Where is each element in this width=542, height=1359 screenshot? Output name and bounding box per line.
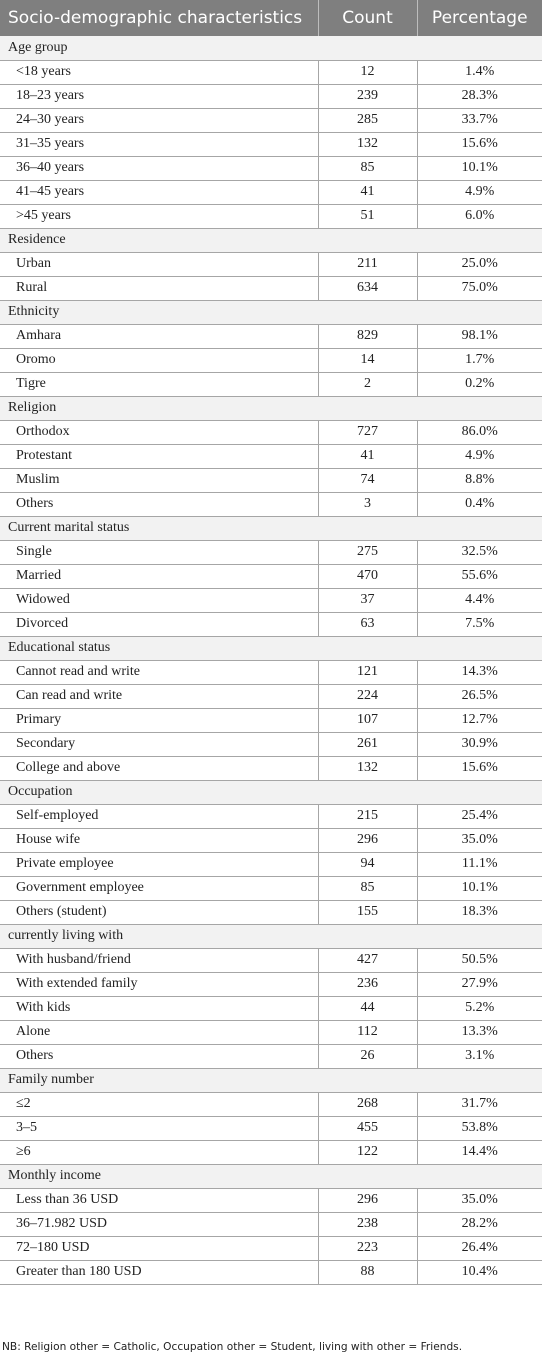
row-count: 74: [318, 468, 417, 492]
row-count: 2: [318, 372, 417, 396]
row-label: Self-employed: [0, 804, 318, 828]
table-row: [0, 756, 542, 780]
row-percentage: 10.1%: [417, 156, 542, 180]
row-percentage: 1.4%: [417, 60, 542, 84]
row-percentage: 35.0%: [417, 1188, 542, 1212]
row-count: 238: [318, 1212, 417, 1236]
table-row: [0, 828, 542, 852]
row-percentage: 13.3%: [417, 1020, 542, 1044]
row-label: Government employee: [0, 876, 318, 900]
group-row: [0, 516, 542, 540]
row-count: 224: [318, 684, 417, 708]
row-label: Others: [0, 492, 318, 516]
table-row: [0, 852, 542, 876]
row-label: 72–180 USD: [0, 1236, 318, 1260]
row-percentage: 35.0%: [417, 828, 542, 852]
row-count: 3: [318, 492, 417, 516]
table-row: [0, 324, 542, 348]
row-count: 41: [318, 180, 417, 204]
table-row: [0, 588, 542, 612]
header-row: [0, 0, 542, 36]
table-row: [0, 900, 542, 924]
row-percentage: 31.7%: [417, 1092, 542, 1116]
group-row: [0, 396, 542, 420]
row-percentage: 8.8%: [417, 468, 542, 492]
group-row: [0, 228, 542, 252]
row-percentage: 25.4%: [417, 804, 542, 828]
table-body: [0, 36, 542, 1284]
row-percentage: 15.6%: [417, 132, 542, 156]
row-percentage: 12.7%: [417, 708, 542, 732]
row-label: Alone: [0, 1020, 318, 1044]
row-label: <18 years: [0, 60, 318, 84]
group-title: Occupation: [0, 780, 542, 804]
row-percentage: 14.4%: [417, 1140, 542, 1164]
row-label: 18–23 years: [0, 84, 318, 108]
row-count: 427: [318, 948, 417, 972]
row-count: 14: [318, 348, 417, 372]
table-header: [0, 0, 542, 36]
row-count: 155: [318, 900, 417, 924]
row-percentage: 10.4%: [417, 1260, 542, 1284]
row-count: 88: [318, 1260, 417, 1284]
row-label: Rural: [0, 276, 318, 300]
group-row: [0, 300, 542, 324]
row-label: With extended family: [0, 972, 318, 996]
row-count: 236: [318, 972, 417, 996]
row-count: 132: [318, 132, 417, 156]
row-percentage: 18.3%: [417, 900, 542, 924]
table-row: [0, 132, 542, 156]
group-row: [0, 1164, 542, 1188]
row-count: 112: [318, 1020, 417, 1044]
group-row: [0, 36, 542, 60]
row-percentage: 33.7%: [417, 108, 542, 132]
table-row: [0, 252, 542, 276]
table-row: [0, 876, 542, 900]
row-percentage: 98.1%: [417, 324, 542, 348]
row-percentage: 30.9%: [417, 732, 542, 756]
header-count: Count: [318, 0, 417, 36]
table-row: [0, 1212, 542, 1236]
row-label: ≤2: [0, 1092, 318, 1116]
table-row: [0, 996, 542, 1020]
table-row: [0, 468, 542, 492]
row-label: Private employee: [0, 852, 318, 876]
row-label: Secondary: [0, 732, 318, 756]
row-percentage: 50.5%: [417, 948, 542, 972]
row-percentage: 1.7%: [417, 348, 542, 372]
row-count: 121: [318, 660, 417, 684]
row-label: 24–30 years: [0, 108, 318, 132]
row-count: 455: [318, 1116, 417, 1140]
row-count: 634: [318, 276, 417, 300]
row-label: Primary: [0, 708, 318, 732]
row-count: 107: [318, 708, 417, 732]
row-label: Muslim: [0, 468, 318, 492]
table-row: [0, 1260, 542, 1284]
table-row: [0, 204, 542, 228]
row-label: Cannot read and write: [0, 660, 318, 684]
row-percentage: 75.0%: [417, 276, 542, 300]
row-percentage: 28.3%: [417, 84, 542, 108]
row-percentage: 4.9%: [417, 444, 542, 468]
row-label: Others (student): [0, 900, 318, 924]
row-count: 296: [318, 1188, 417, 1212]
table-row: [0, 1020, 542, 1044]
row-percentage: 0.2%: [417, 372, 542, 396]
row-count: 211: [318, 252, 417, 276]
group-title: Residence: [0, 228, 542, 252]
table-row: [0, 612, 542, 636]
row-label: 41–45 years: [0, 180, 318, 204]
group-title: Age group: [0, 36, 542, 60]
row-percentage: 26.4%: [417, 1236, 542, 1260]
row-percentage: 6.0%: [417, 204, 542, 228]
row-count: 296: [318, 828, 417, 852]
row-label: Less than 36 USD: [0, 1188, 318, 1212]
table-row: [0, 420, 542, 444]
row-count: 223: [318, 1236, 417, 1260]
row-percentage: 4.4%: [417, 588, 542, 612]
table-row: [0, 84, 542, 108]
table-row: [0, 1140, 542, 1164]
row-label: Protestant: [0, 444, 318, 468]
row-count: 12: [318, 60, 417, 84]
row-count: 829: [318, 324, 417, 348]
row-percentage: 14.3%: [417, 660, 542, 684]
row-percentage: 25.0%: [417, 252, 542, 276]
table-row: [0, 804, 542, 828]
group-title: Monthly income: [0, 1164, 542, 1188]
table-row: [0, 540, 542, 564]
row-percentage: 15.6%: [417, 756, 542, 780]
row-percentage: 55.6%: [417, 564, 542, 588]
row-label: House wife: [0, 828, 318, 852]
table-row: [0, 1092, 542, 1116]
group-title: Family number: [0, 1068, 542, 1092]
table-row: [0, 180, 542, 204]
row-count: 268: [318, 1092, 417, 1116]
table-row: [0, 948, 542, 972]
row-label: Single: [0, 540, 318, 564]
row-label: Can read and write: [0, 684, 318, 708]
row-percentage: 32.5%: [417, 540, 542, 564]
table-row: [0, 564, 542, 588]
row-count: 85: [318, 156, 417, 180]
table-row: [0, 108, 542, 132]
row-count: 239: [318, 84, 417, 108]
table-row: [0, 1116, 542, 1140]
table-row: [0, 1236, 542, 1260]
row-percentage: 4.9%: [417, 180, 542, 204]
table-row: [0, 684, 542, 708]
row-count: 285: [318, 108, 417, 132]
group-title: Current marital status: [0, 516, 542, 540]
row-count: 215: [318, 804, 417, 828]
group-row: [0, 924, 542, 948]
table-row: [0, 156, 542, 180]
table-row: [0, 1044, 542, 1068]
table-row: [0, 348, 542, 372]
row-label: Oromo: [0, 348, 318, 372]
row-label: College and above: [0, 756, 318, 780]
row-percentage: 7.5%: [417, 612, 542, 636]
row-label: Divorced: [0, 612, 318, 636]
row-percentage: 11.1%: [417, 852, 542, 876]
row-label: With kids: [0, 996, 318, 1020]
row-percentage: 10.1%: [417, 876, 542, 900]
table-row: [0, 444, 542, 468]
row-label: >45 years: [0, 204, 318, 228]
table-row: [0, 708, 542, 732]
group-title: Ethnicity: [0, 300, 542, 324]
header-characteristic: Socio-demographic characteristics: [0, 0, 318, 36]
row-label: Orthodox: [0, 420, 318, 444]
row-label: 36–71.982 USD: [0, 1212, 318, 1236]
row-percentage: 5.2%: [417, 996, 542, 1020]
group-title: Educational status: [0, 636, 542, 660]
row-label: Others: [0, 1044, 318, 1068]
table-row: [0, 732, 542, 756]
group-row: [0, 1068, 542, 1092]
row-label: Urban: [0, 252, 318, 276]
row-percentage: 0.4%: [417, 492, 542, 516]
group-row: [0, 636, 542, 660]
row-count: 37: [318, 588, 417, 612]
row-count: 470: [318, 564, 417, 588]
table-footnote: NB: Religion other = Catholic, Occupation other = Student, living with other = Friends.: [2, 1341, 463, 1353]
table-row: [0, 492, 542, 516]
table-row: [0, 372, 542, 396]
table-row: [0, 60, 542, 84]
row-count: 727: [318, 420, 417, 444]
row-percentage: 86.0%: [417, 420, 542, 444]
row-label: 36–40 years: [0, 156, 318, 180]
table-row: [0, 972, 542, 996]
row-percentage: 27.9%: [417, 972, 542, 996]
row-label: ≥6: [0, 1140, 318, 1164]
row-label: Greater than 180 USD: [0, 1260, 318, 1284]
table-row: [0, 1188, 542, 1212]
row-percentage: 28.2%: [417, 1212, 542, 1236]
row-count: 132: [318, 756, 417, 780]
group-row: [0, 780, 542, 804]
row-count: 63: [318, 612, 417, 636]
row-count: 26: [318, 1044, 417, 1068]
row-label: Amhara: [0, 324, 318, 348]
row-count: 275: [318, 540, 417, 564]
group-title: currently living with: [0, 924, 542, 948]
row-label: 31–35 years: [0, 132, 318, 156]
row-count: 41: [318, 444, 417, 468]
row-count: 85: [318, 876, 417, 900]
group-title: Religion: [0, 396, 542, 420]
header-percentage: Percentage: [417, 0, 542, 36]
row-label: Married: [0, 564, 318, 588]
row-count: 122: [318, 1140, 417, 1164]
table-row: [0, 276, 542, 300]
table-row: [0, 660, 542, 684]
row-percentage: 26.5%: [417, 684, 542, 708]
row-count: 94: [318, 852, 417, 876]
row-label: Widowed: [0, 588, 318, 612]
row-count: 261: [318, 732, 417, 756]
row-percentage: 53.8%: [417, 1116, 542, 1140]
row-label: With husband/friend: [0, 948, 318, 972]
row-count: 44: [318, 996, 417, 1020]
row-label: Tigre: [0, 372, 318, 396]
row-count: 51: [318, 204, 417, 228]
row-percentage: 3.1%: [417, 1044, 542, 1068]
row-label: 3–5: [0, 1116, 318, 1140]
